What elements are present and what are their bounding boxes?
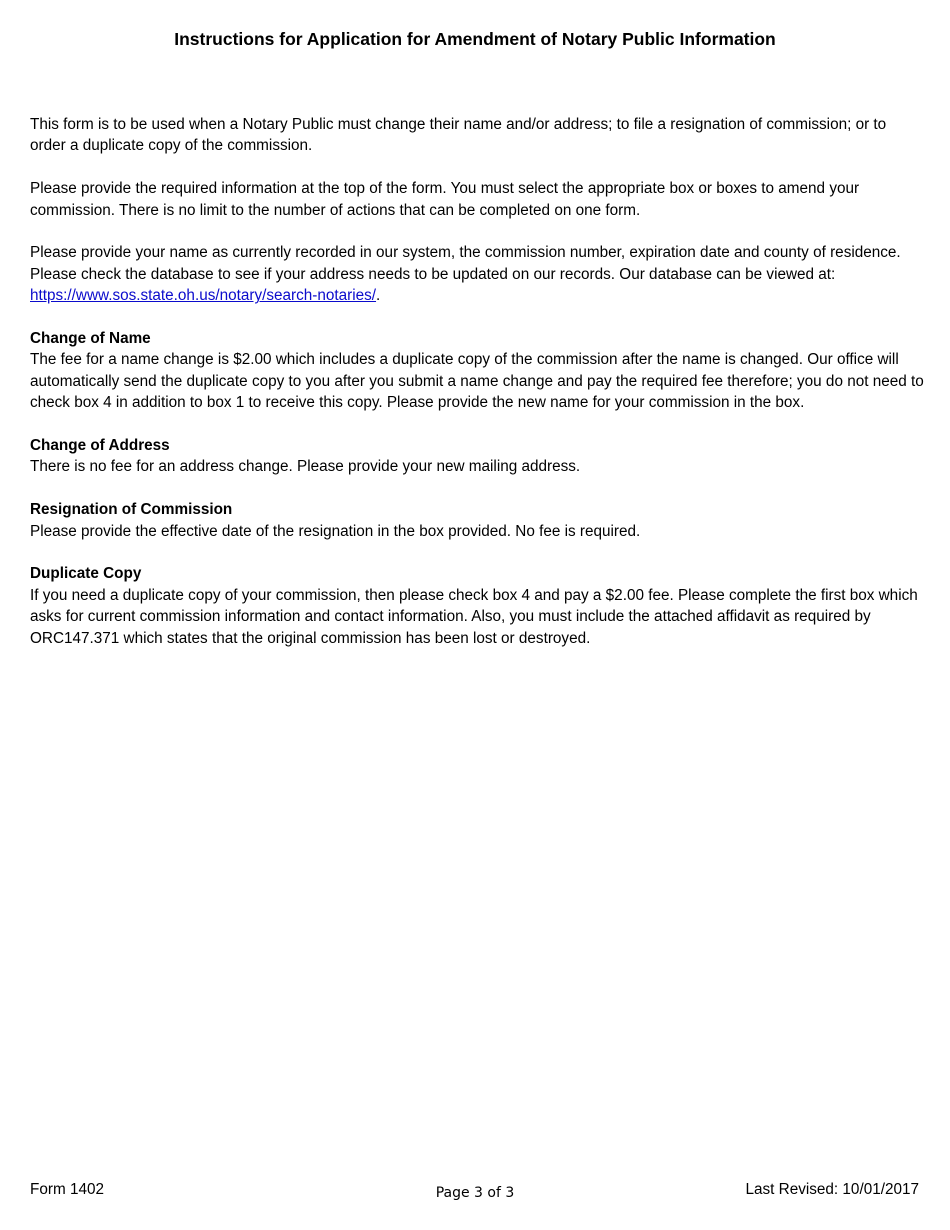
instructions-body [30,114,925,670]
page-title: Instructions for Application for Amendment of Notary Public Information [174,29,776,49]
intro-paragraph-3 [30,242,925,306]
intro-paragraph-1: This form is to be used when a Notary Public must change their name and/or address; to file a resignation of commission; or to order a duplicate copy of the commission. [30,116,887,155]
section-resignation [30,499,925,542]
section-heading: Change of Address [30,437,170,455]
form-number: Form 1402 [30,1181,104,1198]
link-suffix: . [376,287,381,305]
section-heading: Resignation of Commission [30,501,233,519]
section-body: The fee for a name change is $2.00 which includes a duplicate copy of the commission after the name is changed. Our office will automatically send the duplicate copy to you after you submit a name change and pay the required fee therefore; you do not need to check box 4 in addition to box 1 to receive this copy. Please provide the new name for your commission in the box. [30,351,924,412]
intro-paragraph-2: Please provide the required information at the top of the form. You must select the appropriate box or boxes to amend your commission. There is no limit to the number of actions that can be completed on one form. [30,180,860,219]
section-duplicate-copy [30,563,925,649]
section-body: Please provide the effective date of the resignation in the box provided. No fee is required. [30,522,641,540]
intro-paragraph-3-text: Please provide your name as currently recorded in our system, the commission number, expiration date and county of residence. Please check the database to see if your address needs to be updated on our records. Our database can be viewed at: [30,244,901,283]
section-heading: Change of Name [30,330,151,348]
section-change-of-address [30,435,925,478]
notary-search-link[interactable]: https://www.sos.state.oh.us/notary/search-notaries/ [30,287,377,305]
revision-date: Last Revised: 10/01/2017 [745,1181,919,1198]
section-body: There is no fee for an address change. Please provide your new mailing address. [30,458,581,476]
section-change-of-name [30,328,925,414]
section-body: If you need a duplicate copy of your commission, then please check box 4 and pay a $2.00 fee. Please complete the first box which asks for current commission information and contact information. Also, you must include the attached affidavit as required by ORC147.371 which states that the original commission has been lost or destroyed. [30,586,918,647]
section-heading: Duplicate Copy [30,565,142,583]
page-number: Page 3 of 3 [435,1185,515,1201]
